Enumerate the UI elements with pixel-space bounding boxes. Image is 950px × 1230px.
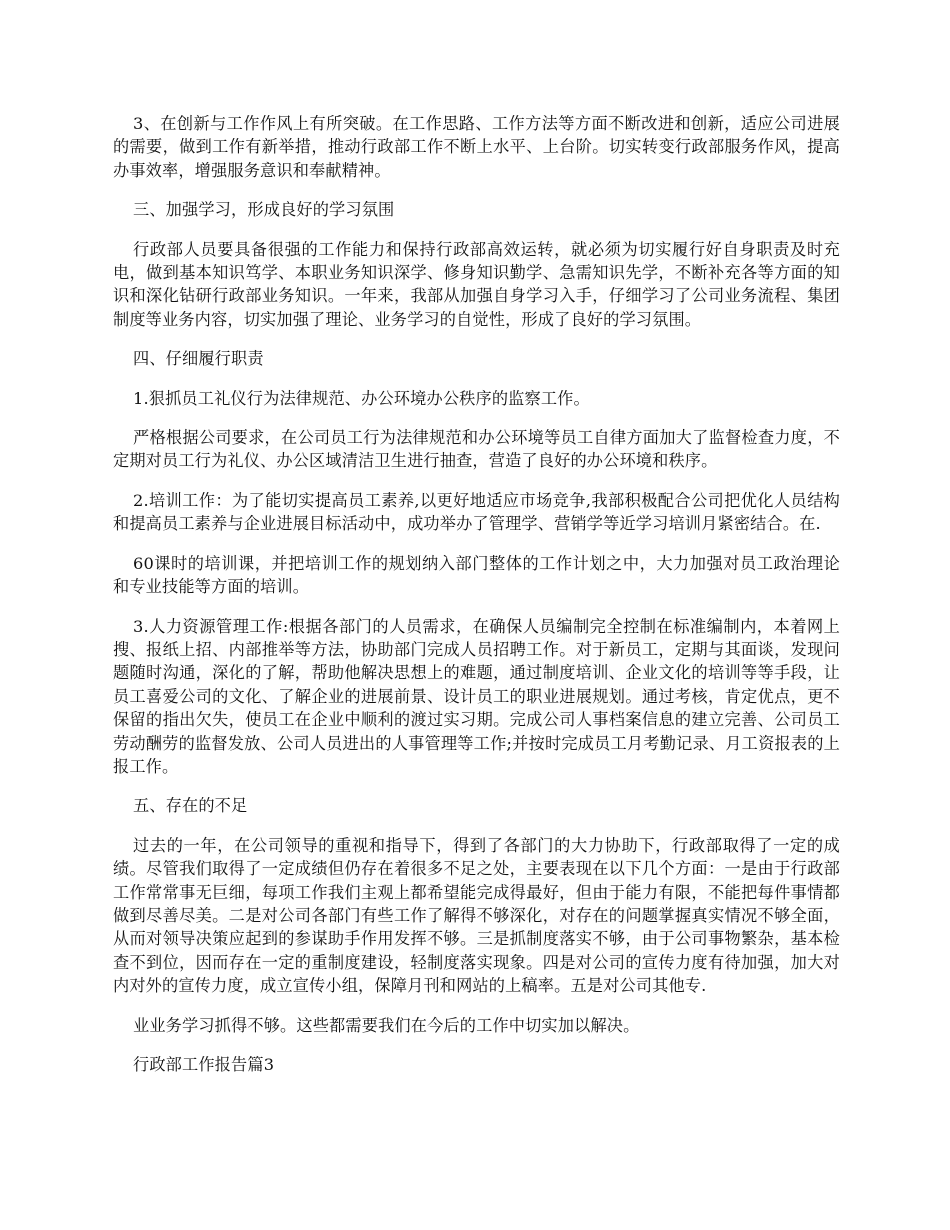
- paragraph-supervision: 严格根据公司要求，在公司员工行为法律规范和办公环境等员工自律方面加大了监督检查力度，不定期对员工行为礼仪、办公区域清洁卫生进行抽查，营造了良好的办公环境和秩序。: [113, 428, 840, 471]
- paragraph-shortcomings: 过去的一年，在公司领导的重视和指导下，得到了各部门的大力协助下，行政部取得了一定的成绩。尽管我们取得了一定成绩但仍存在着很多不足之处，主要表现在以下几个方面：一是由于行政部工作常常事无巨细，每项工作我们主观上都希望能完成得最好，但由于能力有限，不能把每件事情都做到尽善尽美。二是对公司各部门有些工作了解得不够深化，对存在的问题掌握真实情况不够全面，从而对领导决策应起到的参谋助手作用发挥不够。三是抓制度落实不够，由于公司事物繁杂，基本检查不到位，因而存在一定的重制度建设，轻制度落实现象。四是对公司的宣传力度有待加强，加大对内对外的宣传力度，成立宣传小组，保障月刊和网站的上稿率。五是对公司其他专.: [113, 835, 840, 996]
- section-heading-duties: 四、仔细履行职责: [133, 349, 264, 369]
- paragraph-hr: 3.人力资源管理工作:根据各部门的人员需求，在确保人员编制完全控制在标准编制内，本着网上搜、报纸上招、内部推举等方法，协助部门完成人员招聘工作。对于新员工，定期与其面谈，发现问题随时沟通，深化的了解，帮助他解决思想上的难题，通过制度培训、企业文化的培训等等手段，让员工喜爱公司的文化、了解企业的进展前景、设计员工的职业进展规划。通过考核，肯定优点，更不保留的指出欠失，使员工在企业中顺利的渡过实习期。完成公司人事档案信息的建立完善、公司员工劳动酬劳的监督发放、公司人员进出的人事管理等工作;并按时完成员工月考勤记录、月工资报表的上报工作。: [113, 616, 840, 776]
- paragraph-training-continued: 60课时的培训课，并把培训工作的规划纳入部门整体的工作计划之中，大力加强对员工政治理论和专业技能等方面的培训。: [113, 553, 840, 597]
- section-heading-learning: 三、加强学习，形成良好的学习氛围: [133, 200, 395, 220]
- paragraph-training: 2.培训工作：为了能切实提高员工素养,以更好地适应市场竞争,我部积极配合公司把优化人员结构和提高员工素养与企业进展目标活动中，成功举办了管理学、营销学等近学习培训月紧密结合。在.: [113, 490, 840, 534]
- paragraph-shortcomings-continued: 业业务学习抓得不够。这些都需要我们在今后的工作中切实加以解决。: [133, 1015, 640, 1035]
- paragraph-supervision-title: 1.狠抓员工礼仪行为法律规范、办公环境办公秩序的监察工作。: [133, 388, 590, 408]
- paragraph-learning: 行政部人员要具备很强的工作能力和保持行政部高效运转，就必须为切实履行好自身职责及时充电，做到基本知识笃学、本职业务知识深学、修身知识勤学、急需知识先学，不断补充各等方面的知识和深化钻研行政部业务知识。一年来，我部从加强自身学习入手，仔细学习了公司业务流程、集团制度等业务内容，切实加强了理论、业务学习的自觉性，形成了良好的学习氛围。: [113, 239, 840, 329]
- report-part-title: 行政部工作报告篇3: [133, 1055, 275, 1074]
- document-body: [113, 112, 840, 1092]
- paragraph-innovation: 3、在创新与工作作风上有所突破。在工作思路、工作方法等方面不断改进和创新，适应公司进展的需要，做到工作有新举措，推动行政部工作不断上水平、上台阶。切实转变行政部服务作风，提高办事效率，增强服务意识和奉献精神。: [113, 114, 840, 180]
- section-heading-shortcomings: 五、存在的不足: [133, 796, 248, 816]
